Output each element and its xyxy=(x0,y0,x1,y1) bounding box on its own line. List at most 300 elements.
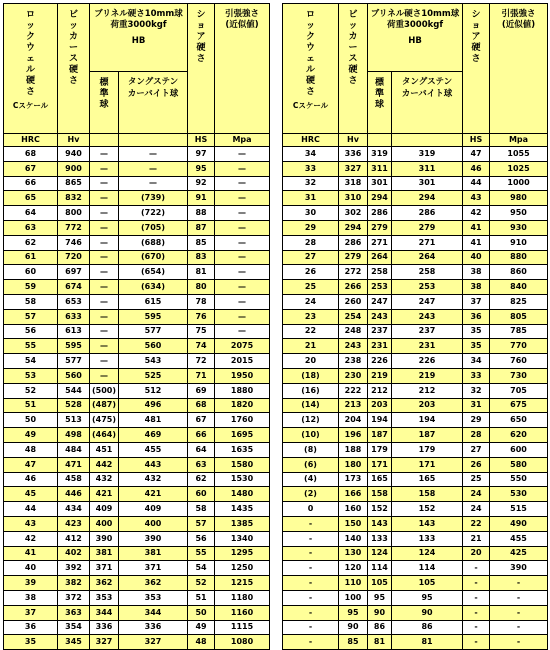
hv-cell: 423 xyxy=(58,516,90,531)
standard-ball-cell: — xyxy=(90,294,119,309)
hrc-cell: 43 xyxy=(4,516,58,531)
mpa-cell: 530 xyxy=(490,487,548,502)
hrc-cell: 55 xyxy=(4,339,58,354)
hv-cell: 865 xyxy=(58,176,90,191)
unit-mpa-right: Mpa xyxy=(490,134,548,147)
hv-cell: 513 xyxy=(58,413,90,428)
hs-cell: 81 xyxy=(188,265,215,280)
unit-hs-right: HS xyxy=(463,134,490,147)
table-row xyxy=(283,472,548,487)
hrc-cell: 39 xyxy=(4,576,58,591)
tungsten-ball-cell: 443 xyxy=(119,457,188,472)
table-row xyxy=(283,161,548,176)
hrc-cell: 25 xyxy=(283,280,339,295)
tungsten-ball-cell: (670) xyxy=(119,250,188,265)
hv-cell: 613 xyxy=(58,324,90,339)
mpa-cell: 950 xyxy=(490,206,548,221)
hrc-cell: 35 xyxy=(4,635,58,650)
standard-ball-cell: (464) xyxy=(90,428,119,443)
table-row xyxy=(4,502,270,517)
standard-ball-cell: 247 xyxy=(368,294,392,309)
tungsten-ball-cell: 212 xyxy=(392,383,463,398)
standard-ball-cell: 226 xyxy=(368,354,392,369)
hrc-cell: (14) xyxy=(283,398,339,413)
standard-ball-cell: 353 xyxy=(90,590,119,605)
hs-cell: 44 xyxy=(463,176,490,191)
mpa-cell: — xyxy=(215,161,270,176)
mpa-cell: 620 xyxy=(490,428,548,443)
tungsten-ball-cell: 81 xyxy=(392,635,463,650)
hs-cell: 38 xyxy=(463,280,490,295)
hs-cell: 76 xyxy=(188,309,215,324)
hv-cell: 90 xyxy=(339,620,368,635)
hrc-cell: 68 xyxy=(4,147,58,162)
hv-cell: 720 xyxy=(58,250,90,265)
standard-ball-cell: 421 xyxy=(90,487,119,502)
tungsten-ball-cell: 336 xyxy=(119,620,188,635)
hs-cell: 51 xyxy=(188,590,215,605)
table-row xyxy=(283,516,548,531)
hrc-cell: 52 xyxy=(4,383,58,398)
tungsten-ball-cell: — xyxy=(119,176,188,191)
hv-cell: 595 xyxy=(58,339,90,354)
standard-ball-label-right: 標準球 xyxy=(375,78,385,110)
standard-ball-cell: 231 xyxy=(368,339,392,354)
standard-ball-cell: 124 xyxy=(368,546,392,561)
standard-ball-cell: — xyxy=(90,250,119,265)
shore-label: ショア硬さ xyxy=(196,10,206,64)
tensile-header xyxy=(215,4,270,134)
hv-cell: 310 xyxy=(339,191,368,206)
standard-ball-cell: 258 xyxy=(368,265,392,280)
tungsten-ball-cell: 481 xyxy=(119,413,188,428)
hv-cell: 180 xyxy=(339,457,368,472)
standard-ball-cell: 319 xyxy=(368,147,392,162)
mpa-cell: - xyxy=(490,590,548,605)
tungsten-ball-cell: 171 xyxy=(392,457,463,472)
tungsten-ball-header xyxy=(119,72,188,134)
mpa-cell: 1480 xyxy=(215,487,270,502)
hs-cell: 74 xyxy=(188,339,215,354)
table-row xyxy=(283,339,548,354)
table-row xyxy=(4,531,270,546)
hv-cell: 746 xyxy=(58,235,90,250)
table-row xyxy=(283,368,548,383)
tungsten-line1: タングステン xyxy=(127,77,179,87)
hs-cell: 95 xyxy=(188,161,215,176)
hs-cell: 42 xyxy=(463,206,490,221)
hv-cell: 213 xyxy=(339,398,368,413)
hv-cell: 85 xyxy=(339,635,368,650)
mpa-cell: 760 xyxy=(490,354,548,369)
rockwell-scale-label-right: Cスケール xyxy=(292,101,329,110)
tungsten-ball-cell: 390 xyxy=(119,531,188,546)
hv-cell: 243 xyxy=(339,339,368,354)
table-row xyxy=(283,428,548,443)
standard-ball-cell: — xyxy=(90,176,119,191)
standard-ball-header-right xyxy=(368,72,392,134)
table-row xyxy=(4,487,270,502)
hv-cell: 266 xyxy=(339,280,368,295)
standard-ball-cell: 237 xyxy=(368,324,392,339)
standard-ball-cell: 243 xyxy=(368,309,392,324)
hv-cell: 336 xyxy=(339,147,368,162)
hs-cell: 31 xyxy=(463,398,490,413)
brinell-line1-right: ブリネル硬さ10mm球 xyxy=(370,9,460,19)
tungsten-ball-cell: 353 xyxy=(119,590,188,605)
hs-cell: - xyxy=(463,635,490,650)
hv-cell: 302 xyxy=(339,206,368,221)
hrc-cell: 22 xyxy=(283,324,339,339)
table-row xyxy=(283,309,548,324)
hs-cell: 85 xyxy=(188,235,215,250)
standard-ball-cell: (500) xyxy=(90,383,119,398)
tungsten-ball-cell: 615 xyxy=(119,294,188,309)
standard-ball-cell: 409 xyxy=(90,502,119,517)
mpa-cell: 1530 xyxy=(215,472,270,487)
table-row xyxy=(4,442,270,457)
hs-cell: 67 xyxy=(188,413,215,428)
hrc-cell: 66 xyxy=(4,176,58,191)
hv-cell: 204 xyxy=(339,413,368,428)
hv-cell: 260 xyxy=(339,294,368,309)
standard-ball-cell: — xyxy=(90,235,119,250)
mpa-cell: — xyxy=(215,235,270,250)
mpa-cell: 390 xyxy=(490,561,548,576)
hrc-cell: 31 xyxy=(283,191,339,206)
table-row xyxy=(4,354,270,369)
hv-cell: 188 xyxy=(339,442,368,457)
unit-standard-blank xyxy=(90,134,119,147)
hv-cell: 160 xyxy=(339,502,368,517)
hs-cell: 54 xyxy=(188,561,215,576)
table-row xyxy=(283,561,548,576)
hrc-cell: 38 xyxy=(4,590,58,605)
hs-cell: 83 xyxy=(188,250,215,265)
tungsten-ball-cell: 264 xyxy=(392,250,463,265)
shore-header-right xyxy=(463,4,490,134)
hs-cell: 63 xyxy=(188,457,215,472)
hrc-cell: (4) xyxy=(283,472,339,487)
standard-ball-cell: — xyxy=(90,191,119,206)
hs-cell: 35 xyxy=(463,339,490,354)
vickers-label: ビッカース硬さ xyxy=(69,10,79,86)
mpa-cell: 980 xyxy=(490,191,548,206)
tungsten-ball-cell: 371 xyxy=(119,561,188,576)
unit-hs: HS xyxy=(188,134,215,147)
mpa-cell: — xyxy=(215,191,270,206)
standard-ball-cell: 390 xyxy=(90,531,119,546)
hrc-cell: 49 xyxy=(4,428,58,443)
brinell-line2-right: 荷重3000kgf xyxy=(386,19,444,30)
hs-cell: 72 xyxy=(188,354,215,369)
rockwell-header xyxy=(4,4,58,134)
hs-cell: 21 xyxy=(463,531,490,546)
hv-cell: 140 xyxy=(339,531,368,546)
hv-cell: 294 xyxy=(339,220,368,235)
mpa-cell: - xyxy=(490,620,548,635)
hs-cell: 47 xyxy=(463,147,490,162)
hv-cell: 130 xyxy=(339,546,368,561)
hv-cell: 110 xyxy=(339,576,368,591)
tungsten-ball-cell: 152 xyxy=(392,502,463,517)
hv-cell: 238 xyxy=(339,354,368,369)
tensile-line1: 引張強さ xyxy=(225,9,260,19)
table-row xyxy=(283,620,548,635)
tungsten-ball-cell: 301 xyxy=(392,176,463,191)
tungsten-ball-cell: 469 xyxy=(119,428,188,443)
tungsten-ball-cell: (634) xyxy=(119,280,188,295)
table-row xyxy=(283,191,548,206)
mpa-cell: — xyxy=(215,309,270,324)
tungsten-ball-cell: — xyxy=(119,147,188,162)
mpa-cell: 1025 xyxy=(490,161,548,176)
mpa-cell: 825 xyxy=(490,294,548,309)
hs-cell: 78 xyxy=(188,294,215,309)
tungsten-ball-cell: 362 xyxy=(119,576,188,591)
hv-cell: 318 xyxy=(339,176,368,191)
hv-cell: 254 xyxy=(339,309,368,324)
hs-cell: 66 xyxy=(188,428,215,443)
hs-cell: 49 xyxy=(188,620,215,635)
brinell-header xyxy=(90,4,188,72)
tungsten-ball-cell: (739) xyxy=(119,191,188,206)
table-row xyxy=(4,309,270,324)
hrc-cell: 53 xyxy=(4,368,58,383)
hardness-table-left xyxy=(3,3,270,650)
hrc-cell: (10) xyxy=(283,428,339,443)
mpa-cell: 550 xyxy=(490,472,548,487)
hrc-cell: - xyxy=(283,605,339,620)
brinell-line1: ブリネル硬さ10mm球 xyxy=(94,9,183,19)
hs-cell: 41 xyxy=(463,235,490,250)
hs-cell: 60 xyxy=(188,487,215,502)
mpa-cell: 1250 xyxy=(215,561,270,576)
table-row xyxy=(4,635,270,650)
hv-cell: 95 xyxy=(339,605,368,620)
mpa-cell: 1385 xyxy=(215,516,270,531)
tungsten-ball-cell: 247 xyxy=(392,294,463,309)
standard-ball-cell: 179 xyxy=(368,442,392,457)
tungsten-ball-cell: (688) xyxy=(119,235,188,250)
hrc-cell: (2) xyxy=(283,487,339,502)
mpa-cell: 1820 xyxy=(215,398,270,413)
hrc-cell: (12) xyxy=(283,413,339,428)
standard-ball-cell: — xyxy=(90,220,119,235)
mpa-cell: — xyxy=(215,265,270,280)
mpa-cell: 490 xyxy=(490,516,548,531)
standard-ball-cell: 327 xyxy=(90,635,119,650)
mpa-cell: 1055 xyxy=(490,147,548,162)
table-row xyxy=(4,280,270,295)
unit-tungsten-blank-right xyxy=(392,134,463,147)
table-row xyxy=(4,294,270,309)
tungsten-ball-cell: 253 xyxy=(392,280,463,295)
standard-ball-cell: 158 xyxy=(368,487,392,502)
mpa-cell: 1295 xyxy=(215,546,270,561)
hrc-cell: 44 xyxy=(4,502,58,517)
hs-cell: 22 xyxy=(463,516,490,531)
standard-ball-cell: 442 xyxy=(90,457,119,472)
hv-cell: 286 xyxy=(339,235,368,250)
hs-cell: - xyxy=(463,576,490,591)
mpa-cell: 1180 xyxy=(215,590,270,605)
hrc-cell: 63 xyxy=(4,220,58,235)
standard-ball-cell: 279 xyxy=(368,220,392,235)
hs-cell: 91 xyxy=(188,191,215,206)
hs-cell: 32 xyxy=(463,383,490,398)
shore-header xyxy=(188,4,215,134)
tungsten-ball-cell: 86 xyxy=(392,620,463,635)
hv-cell: 471 xyxy=(58,457,90,472)
tungsten-ball-cell: 319 xyxy=(392,147,463,162)
hs-cell: 50 xyxy=(188,605,215,620)
standard-ball-cell: — xyxy=(90,161,119,176)
table-row xyxy=(4,576,270,591)
hs-cell: 38 xyxy=(463,265,490,280)
tungsten-ball-cell: 595 xyxy=(119,309,188,324)
unit-mpa: Mpa xyxy=(215,134,270,147)
hv-cell: 697 xyxy=(58,265,90,280)
hrc-cell: - xyxy=(283,635,339,650)
table-row xyxy=(283,235,548,250)
mpa-cell: — xyxy=(215,280,270,295)
hrc-cell: 23 xyxy=(283,309,339,324)
hs-cell: - xyxy=(463,605,490,620)
table-row xyxy=(4,161,270,176)
hrc-cell: 56 xyxy=(4,324,58,339)
mpa-cell: 730 xyxy=(490,368,548,383)
standard-ball-cell: 212 xyxy=(368,383,392,398)
hs-cell: 55 xyxy=(188,546,215,561)
hrc-cell: 50 xyxy=(4,413,58,428)
hs-cell: 33 xyxy=(463,368,490,383)
standard-ball-cell: 336 xyxy=(90,620,119,635)
standard-ball-cell: 187 xyxy=(368,428,392,443)
tungsten-ball-cell: 525 xyxy=(119,368,188,383)
hv-cell: 653 xyxy=(58,294,90,309)
hv-cell: 832 xyxy=(58,191,90,206)
tungsten-line2-right: カーバイト球 xyxy=(401,88,453,99)
hrc-cell: 67 xyxy=(4,161,58,176)
hrc-cell: 61 xyxy=(4,250,58,265)
standard-ball-cell: 344 xyxy=(90,605,119,620)
table-row xyxy=(283,398,548,413)
mpa-cell: 1880 xyxy=(215,383,270,398)
hs-cell: - xyxy=(463,590,490,605)
tungsten-ball-cell: (705) xyxy=(119,220,188,235)
hv-cell: 633 xyxy=(58,309,90,324)
hv-cell: 772 xyxy=(58,220,90,235)
hv-cell: 166 xyxy=(339,487,368,502)
hrc-cell: 21 xyxy=(283,339,339,354)
standard-ball-cell: — xyxy=(90,368,119,383)
tungsten-ball-cell: 105 xyxy=(392,576,463,591)
hv-cell: 100 xyxy=(339,590,368,605)
table-row xyxy=(283,531,548,546)
unit-standard-blank-right xyxy=(368,134,392,147)
table-row xyxy=(283,250,548,265)
hrc-cell: - xyxy=(283,531,339,546)
hrc-cell: - xyxy=(283,516,339,531)
rockwell-header-right xyxy=(283,4,339,134)
mpa-cell: — xyxy=(215,147,270,162)
tungsten-ball-cell: 203 xyxy=(392,398,463,413)
mpa-cell: 1080 xyxy=(215,635,270,650)
hrc-cell: 27 xyxy=(283,250,339,265)
hv-cell: 196 xyxy=(339,428,368,443)
table-row xyxy=(4,235,270,250)
hs-cell: 87 xyxy=(188,220,215,235)
mpa-cell: 675 xyxy=(490,398,548,413)
hv-cell: 372 xyxy=(58,590,90,605)
standard-ball-cell: 219 xyxy=(368,368,392,383)
table-row xyxy=(4,206,270,221)
mpa-cell: 1215 xyxy=(215,576,270,591)
rockwell-label-right: ロックウェル硬さ xyxy=(306,10,316,97)
mpa-cell: 650 xyxy=(490,413,548,428)
hs-cell: 27 xyxy=(463,442,490,457)
mpa-cell: 1340 xyxy=(215,531,270,546)
hv-cell: 382 xyxy=(58,576,90,591)
table-row xyxy=(4,428,270,443)
table-row xyxy=(283,280,548,295)
tungsten-ball-cell: — xyxy=(119,161,188,176)
tungsten-ball-cell: 543 xyxy=(119,354,188,369)
hrc-cell: (16) xyxy=(283,383,339,398)
tungsten-ball-cell: 187 xyxy=(392,428,463,443)
table-row xyxy=(4,605,270,620)
table-row xyxy=(4,590,270,605)
mpa-cell: 840 xyxy=(490,280,548,295)
hrc-cell: 58 xyxy=(4,294,58,309)
mpa-cell: - xyxy=(490,605,548,620)
mpa-cell: 2015 xyxy=(215,354,270,369)
mpa-cell: - xyxy=(490,635,548,650)
table-row xyxy=(4,176,270,191)
tungsten-ball-cell: 512 xyxy=(119,383,188,398)
tungsten-ball-cell: 381 xyxy=(119,546,188,561)
table-row xyxy=(283,354,548,369)
hs-cell: - xyxy=(463,561,490,576)
standard-ball-cell: — xyxy=(90,324,119,339)
tungsten-ball-cell: 90 xyxy=(392,605,463,620)
hs-cell: 20 xyxy=(463,546,490,561)
unit-hv: Hv xyxy=(58,134,90,147)
standard-ball-cell: — xyxy=(90,206,119,221)
mpa-cell: 770 xyxy=(490,339,548,354)
hs-cell: 80 xyxy=(188,280,215,295)
hs-cell: 46 xyxy=(463,161,490,176)
hs-cell: 52 xyxy=(188,576,215,591)
hrc-cell: 64 xyxy=(4,206,58,221)
hrc-cell: 36 xyxy=(4,620,58,635)
hs-cell: 35 xyxy=(463,324,490,339)
tungsten-ball-cell: 279 xyxy=(392,220,463,235)
hs-cell: 48 xyxy=(188,635,215,650)
tungsten-ball-cell: 286 xyxy=(392,206,463,221)
hs-cell: 24 xyxy=(463,502,490,517)
hrc-cell: 26 xyxy=(283,265,339,280)
mpa-cell: 1580 xyxy=(215,457,270,472)
tungsten-ball-cell: 95 xyxy=(392,590,463,605)
hrc-cell: (6) xyxy=(283,457,339,472)
tungsten-ball-cell: 143 xyxy=(392,516,463,531)
table-row xyxy=(283,605,548,620)
hrc-cell: - xyxy=(283,546,339,561)
table-row xyxy=(283,635,548,650)
tungsten-ball-cell: 294 xyxy=(392,191,463,206)
